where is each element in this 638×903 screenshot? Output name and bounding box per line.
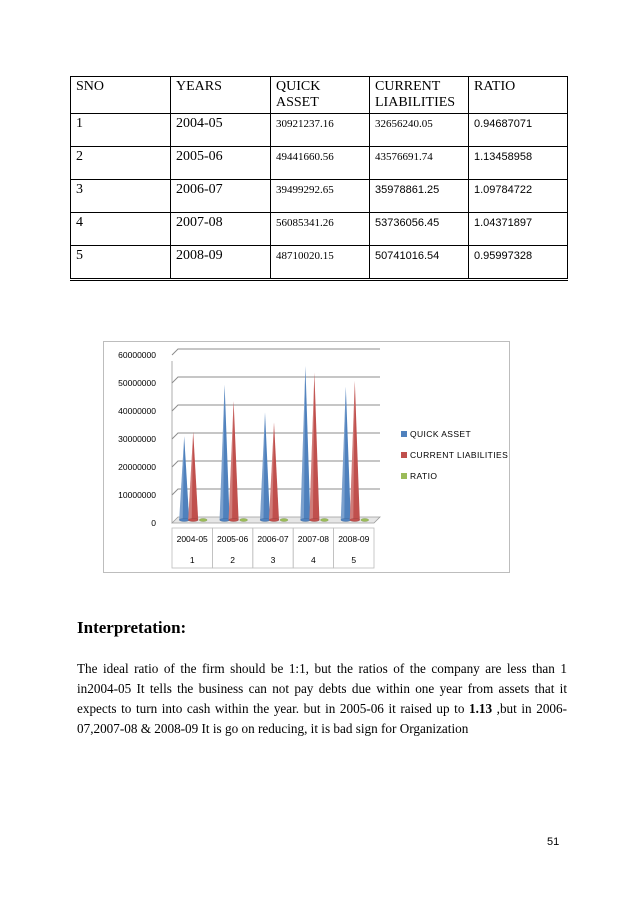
bar-base — [280, 518, 288, 521]
bar-base — [220, 518, 230, 521]
cell-quick-asset: 39499292.65 — [271, 180, 370, 213]
bar-base — [179, 518, 189, 521]
cell-year: 2008-09 — [171, 246, 271, 280]
cell-year: 2006-07 — [171, 180, 271, 213]
table-row — [71, 114, 568, 147]
cell-ratio: 0.94687071 — [469, 114, 568, 147]
cell-current-liabilities: 32656240.05 — [370, 114, 469, 147]
legend-label: QUICK ASSET — [410, 429, 472, 439]
y-tick-label: 0 — [151, 518, 156, 528]
interpretation-text-part-2: ,but in 2006-07,2007-08 & 2008-09 It is go on reducing, it is bad sign for Organization — [77, 701, 567, 736]
y-tick-label: 50000000 — [118, 378, 156, 388]
cell-quick-asset: 49441660.56 — [271, 147, 370, 180]
x-tick-label-index: 4 — [311, 555, 316, 565]
legend-swatch — [401, 473, 407, 479]
cell-quick-asset: 30921237.16 — [271, 114, 370, 147]
interpretation-highlight: 1.13 — [469, 701, 493, 716]
header-current-liabilities: CURRENT LIABILITIES — [370, 77, 469, 114]
header-quick-asset: QUICK ASSET — [271, 77, 370, 114]
bar-base — [361, 518, 369, 521]
x-tick-label: 2007-08 — [297, 534, 330, 544]
bar-base — [260, 518, 270, 521]
y-tick-label: 10000000 — [118, 490, 156, 500]
cell-sno: 1 — [71, 114, 171, 147]
x-tick-label: 2006-07 — [257, 534, 289, 544]
table-row — [71, 147, 568, 180]
cell-sno: 3 — [71, 180, 171, 213]
cell-current-liabilities: 50741016.54 — [370, 246, 469, 280]
x-tick-label-index: 2 — [230, 555, 235, 565]
y-gridline — [172, 377, 380, 383]
interpretation-paragraph — [77, 659, 567, 739]
y-tick-label: 60000000 — [118, 350, 156, 360]
bar-base — [229, 518, 239, 521]
chart-canvas — [104, 342, 509, 572]
bar-base — [240, 518, 248, 521]
legend-swatch — [401, 431, 407, 437]
bar-base — [309, 518, 319, 521]
cell-ratio: 1.13458958 — [469, 147, 568, 180]
x-tick-label: 2004-05 — [176, 534, 208, 544]
bar-base — [188, 518, 198, 521]
cell-year: 2004-05 — [171, 114, 271, 147]
cell-quick-asset: 56085341.26 — [271, 213, 370, 246]
cell-ratio: 1.04371897 — [469, 213, 568, 246]
y-gridline — [172, 433, 380, 439]
header-sno: SNO — [71, 77, 171, 114]
x-tick-label: 2008-09 — [338, 534, 370, 544]
header-years: YEARS — [171, 77, 271, 114]
interpretation-text-part-1: The ideal ratio of the firm should be 1:1, but the ratios of the company are less than 1 in2004-05 It tells the business can not pay debts due within one year from assets that it expects to turn into cash within the year. but in 2005-06 it raised up to — [77, 661, 567, 716]
y-tick-label: 30000000 — [118, 434, 156, 444]
cell-current-liabilities: 43576691.74 — [370, 147, 469, 180]
table-row — [71, 213, 568, 246]
bar-base — [269, 518, 279, 521]
bar-base — [320, 518, 328, 521]
y-tick-label: 20000000 — [118, 462, 156, 472]
y-tick-label: 40000000 — [118, 406, 156, 416]
cell-year: 2007-08 — [171, 213, 271, 246]
cell-sno: 5 — [71, 246, 171, 280]
cell-current-liabilities: 53736056.45 — [370, 213, 469, 246]
cell-ratio: 1.09784722 — [469, 180, 568, 213]
cell-sno: 2 — [71, 147, 171, 180]
page-number: 51 — [547, 836, 560, 848]
cell-year: 2005-06 — [171, 147, 271, 180]
table-row — [71, 246, 568, 280]
bar-base — [350, 518, 360, 521]
bar-base — [300, 518, 310, 521]
legend-label: CURRENT LIABILITIES — [410, 450, 509, 460]
legend-label: RATIO — [410, 471, 438, 481]
bar-base — [341, 518, 351, 521]
cell-quick-asset: 48710020.15 — [271, 246, 370, 280]
cell-ratio: 0.95997328 — [469, 246, 568, 280]
y-gridline — [172, 349, 380, 355]
table-header-row — [71, 77, 568, 114]
interpretation-heading: Interpretation: — [77, 618, 187, 637]
x-tick-label-index: 1 — [189, 555, 195, 565]
x-tick-label-index: 5 — [351, 555, 357, 565]
cell-current-liabilities: 35978861.25 — [370, 180, 469, 213]
ratio-chart — [103, 341, 510, 573]
bar-base — [199, 518, 207, 521]
x-tick-label-index: 3 — [270, 555, 276, 565]
cell-sno: 4 — [71, 213, 171, 246]
header-ratio: RATIO — [469, 77, 568, 114]
legend-swatch — [401, 452, 407, 458]
x-tick-label: 2005-06 — [216, 534, 249, 544]
y-gridline — [172, 405, 380, 411]
table-row — [71, 180, 568, 213]
quick-ratio-table — [70, 76, 568, 281]
